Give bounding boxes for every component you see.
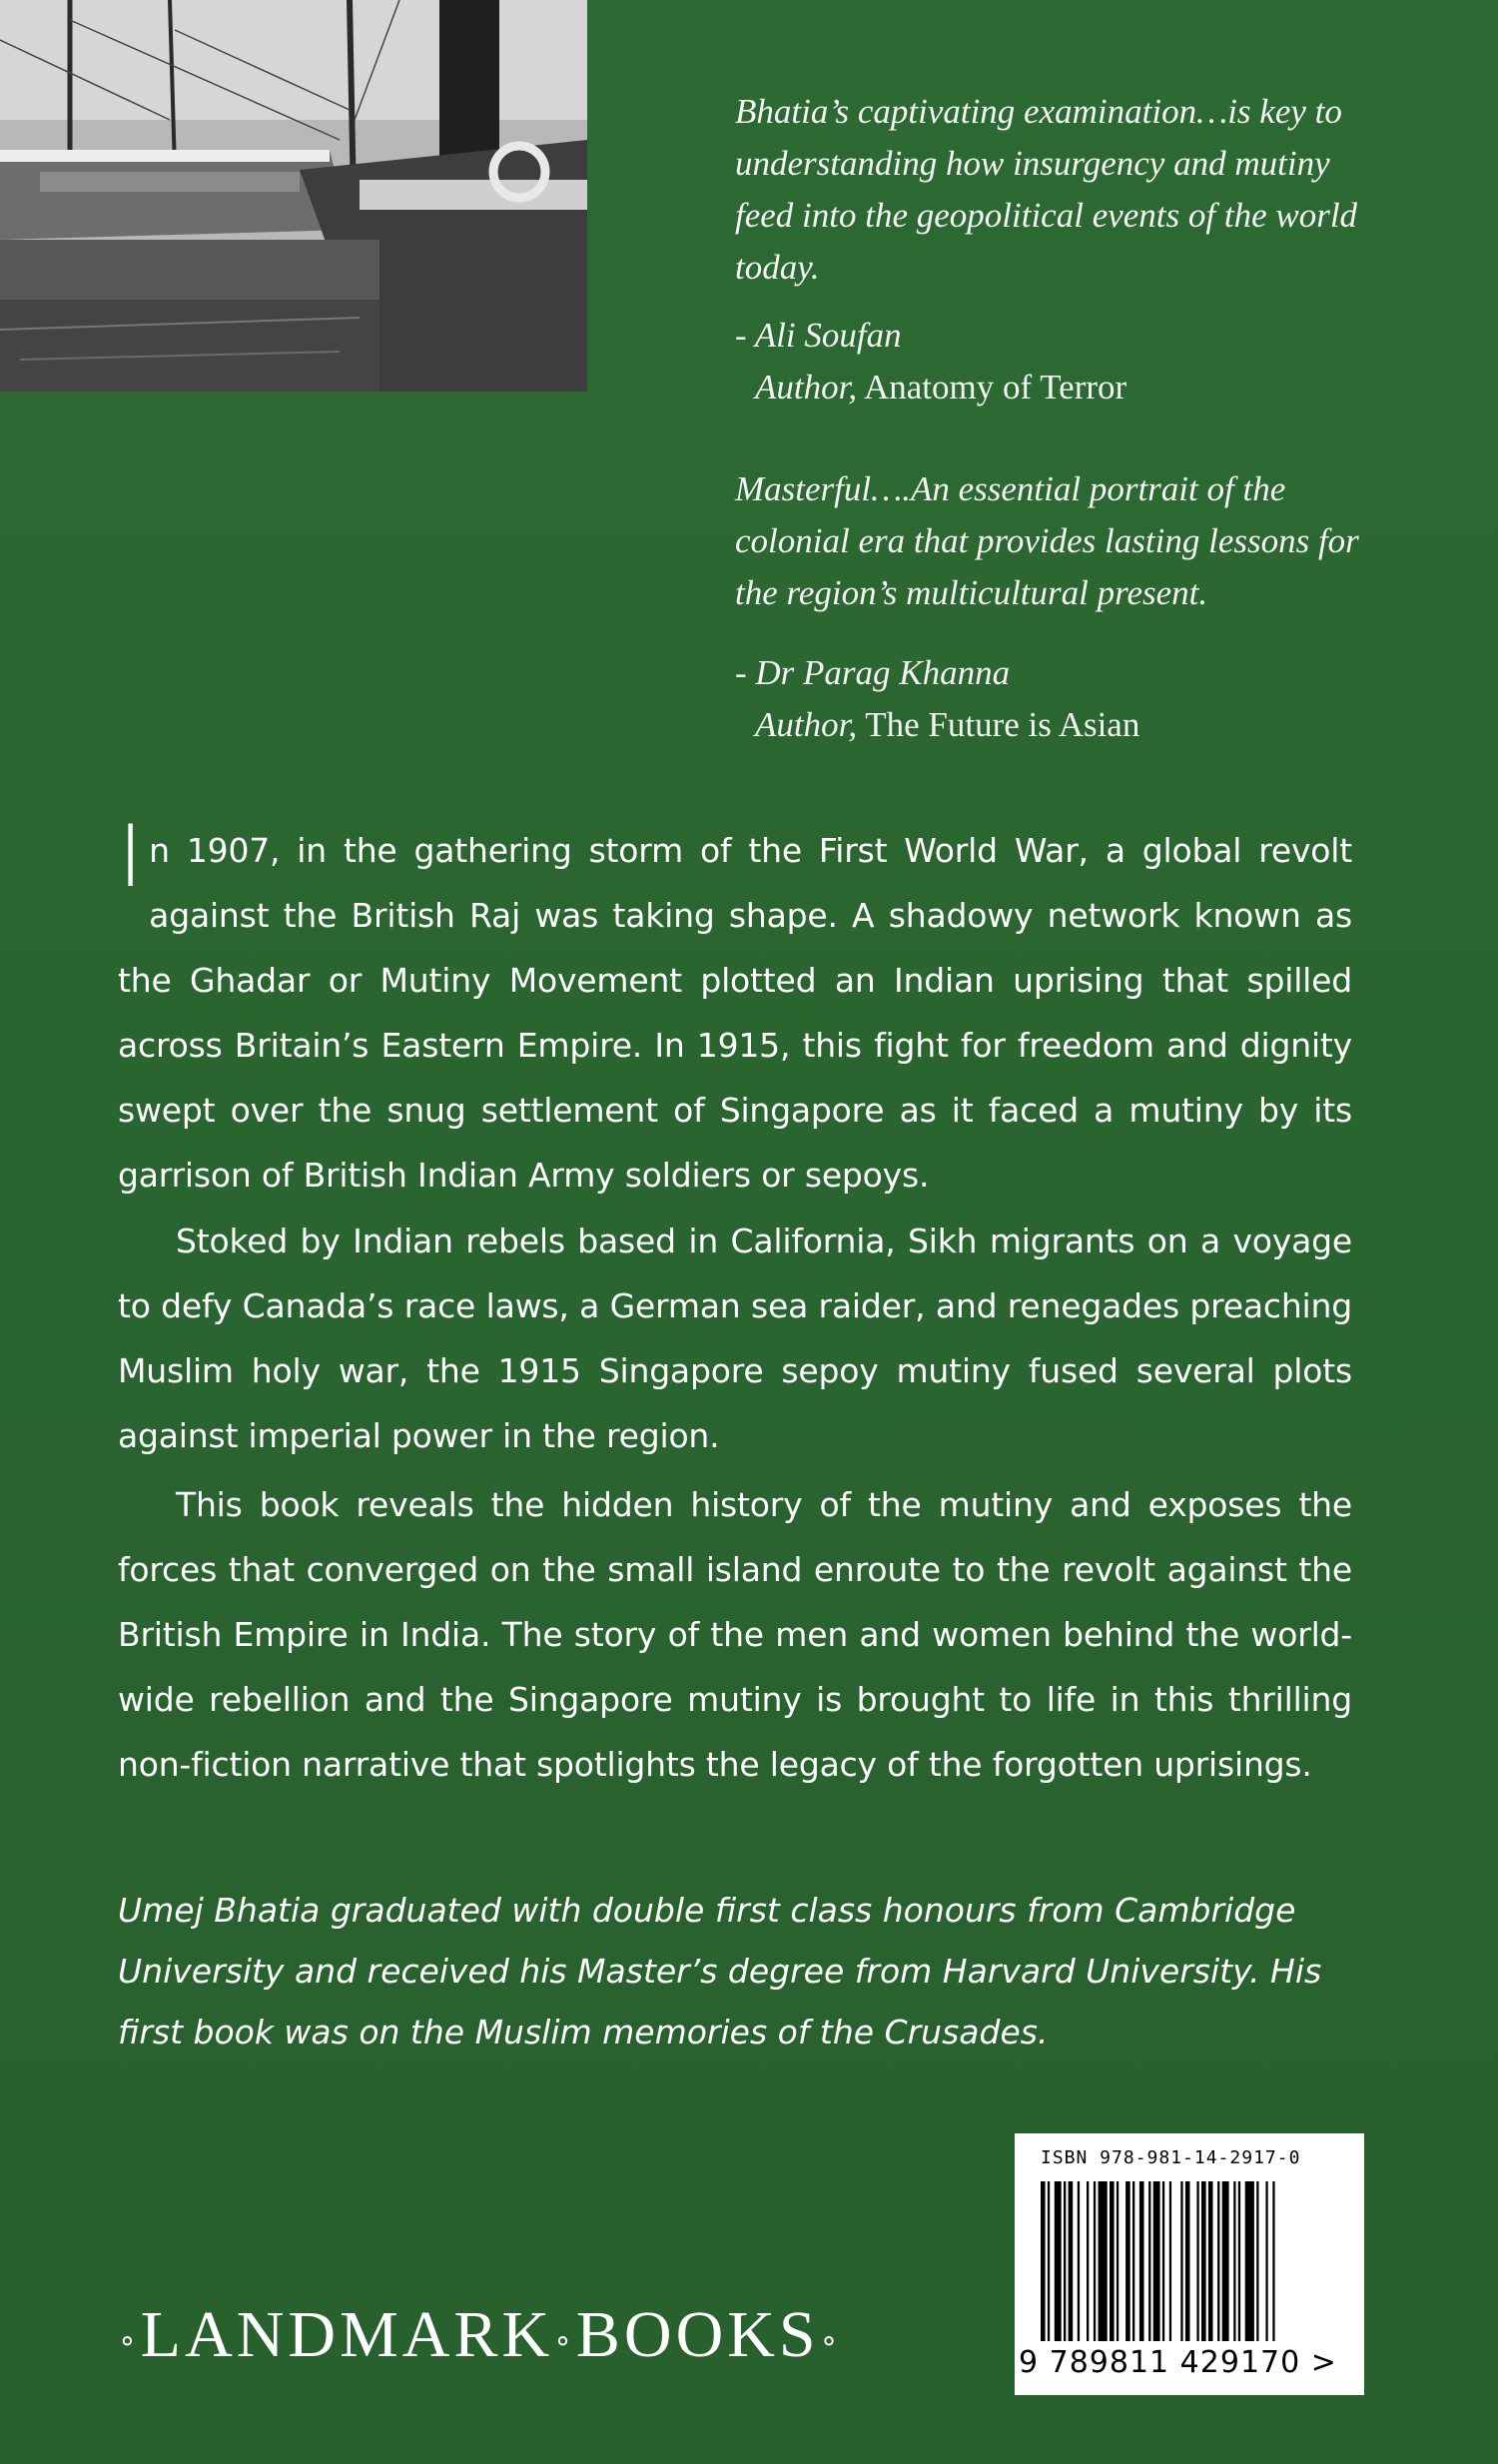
review-attribution-1	[735, 310, 1374, 413]
drop-cap: I	[118, 807, 144, 907]
reviewer-credit-1	[735, 362, 1374, 413]
ship-photo-illustration	[0, 0, 587, 392]
publisher-suffix: BOOKS	[575, 2298, 820, 2371]
reviewer-credit-2	[735, 699, 1374, 751]
reviewer-work-1: Anatomy of Terror	[863, 368, 1127, 407]
blurb-paragraph-2: Stoked by Indian rebels based in California, Sikh migrants on a voyage to defy Canada’s race laws, a German sea raider, and renegades preaching Muslim holy war, the 1915 Singapore sepoy mutiny fused several plots against imperial power in the region.	[118, 1222, 1352, 1455]
reviewer-work-2: The Future is Asian	[865, 705, 1140, 744]
publisher-logo	[118, 2297, 842, 2373]
logo-dot-middle: ∘	[553, 2324, 576, 2358]
review-quote-1: Bhatia’s captivating examination…is key to understanding how insurgency and mutiny feed into the geopolitical events of the world today.	[735, 92, 1358, 287]
blurb-paragraph-1-text: n 1907, in the gathering storm of the First World War, a global revolt against the British Raj was taking shape. A shadowy network known as the Ghadar or Mutiny Movement plotted an Indian uprising that spilled across Britain’s Eastern Empire. In 1915, this fight for freedom and dignity swept over the snug settlement of Singapore as it faced a mutiny by its garrison of British Indian Army soldiers or sepoys.	[118, 831, 1352, 1195]
barcode-digits: 9 789811 429170 >	[1019, 2345, 1337, 2380]
reviewer-role-1: Author,	[755, 368, 858, 407]
reviewer-name-2: - Dr Parag Khanna	[735, 653, 1011, 692]
review-attribution-2	[735, 647, 1374, 751]
publisher-name: LANDMARK	[140, 2298, 554, 2371]
reviewer-name-1: - Ali Soufan	[735, 316, 902, 355]
reviewer-role-2: Author,	[755, 705, 858, 744]
review-quote-2: Masterful….An essential portrait of the colonial era that provides lasting lessons for the region’s multicultural present.	[735, 469, 1359, 612]
isbn-label: ISBN 978-981-14-2917-0	[1041, 2147, 1301, 2168]
isbn-barcode	[1015, 2133, 1364, 2395]
ship-photo	[0, 0, 587, 392]
barcode-bars	[1041, 2181, 1340, 2341]
logo-dot-right: ∘	[819, 2324, 843, 2358]
author-bio: Umej Bhatia graduated with double first class honours from Cambridge University and received his Master’s degree from Harvard University. His first book was on the Muslim memories of the Crusades.	[118, 1891, 1322, 2052]
blurb-paragraph-3: This book reveals the hidden history of the mutiny and exposes the forces that converged on the small island enroute to the revolt against the British Empire in India. The story of the men and women behind the world-wide rebellion and the Singapore mutiny is brought to life in this thrilling non-fiction narrative that spotlights the legacy of the forgotten uprisings.	[118, 1485, 1352, 1784]
blurb-paragraph-1	[118, 807, 1352, 1208]
logo-dot-left: ∘	[118, 2324, 141, 2358]
